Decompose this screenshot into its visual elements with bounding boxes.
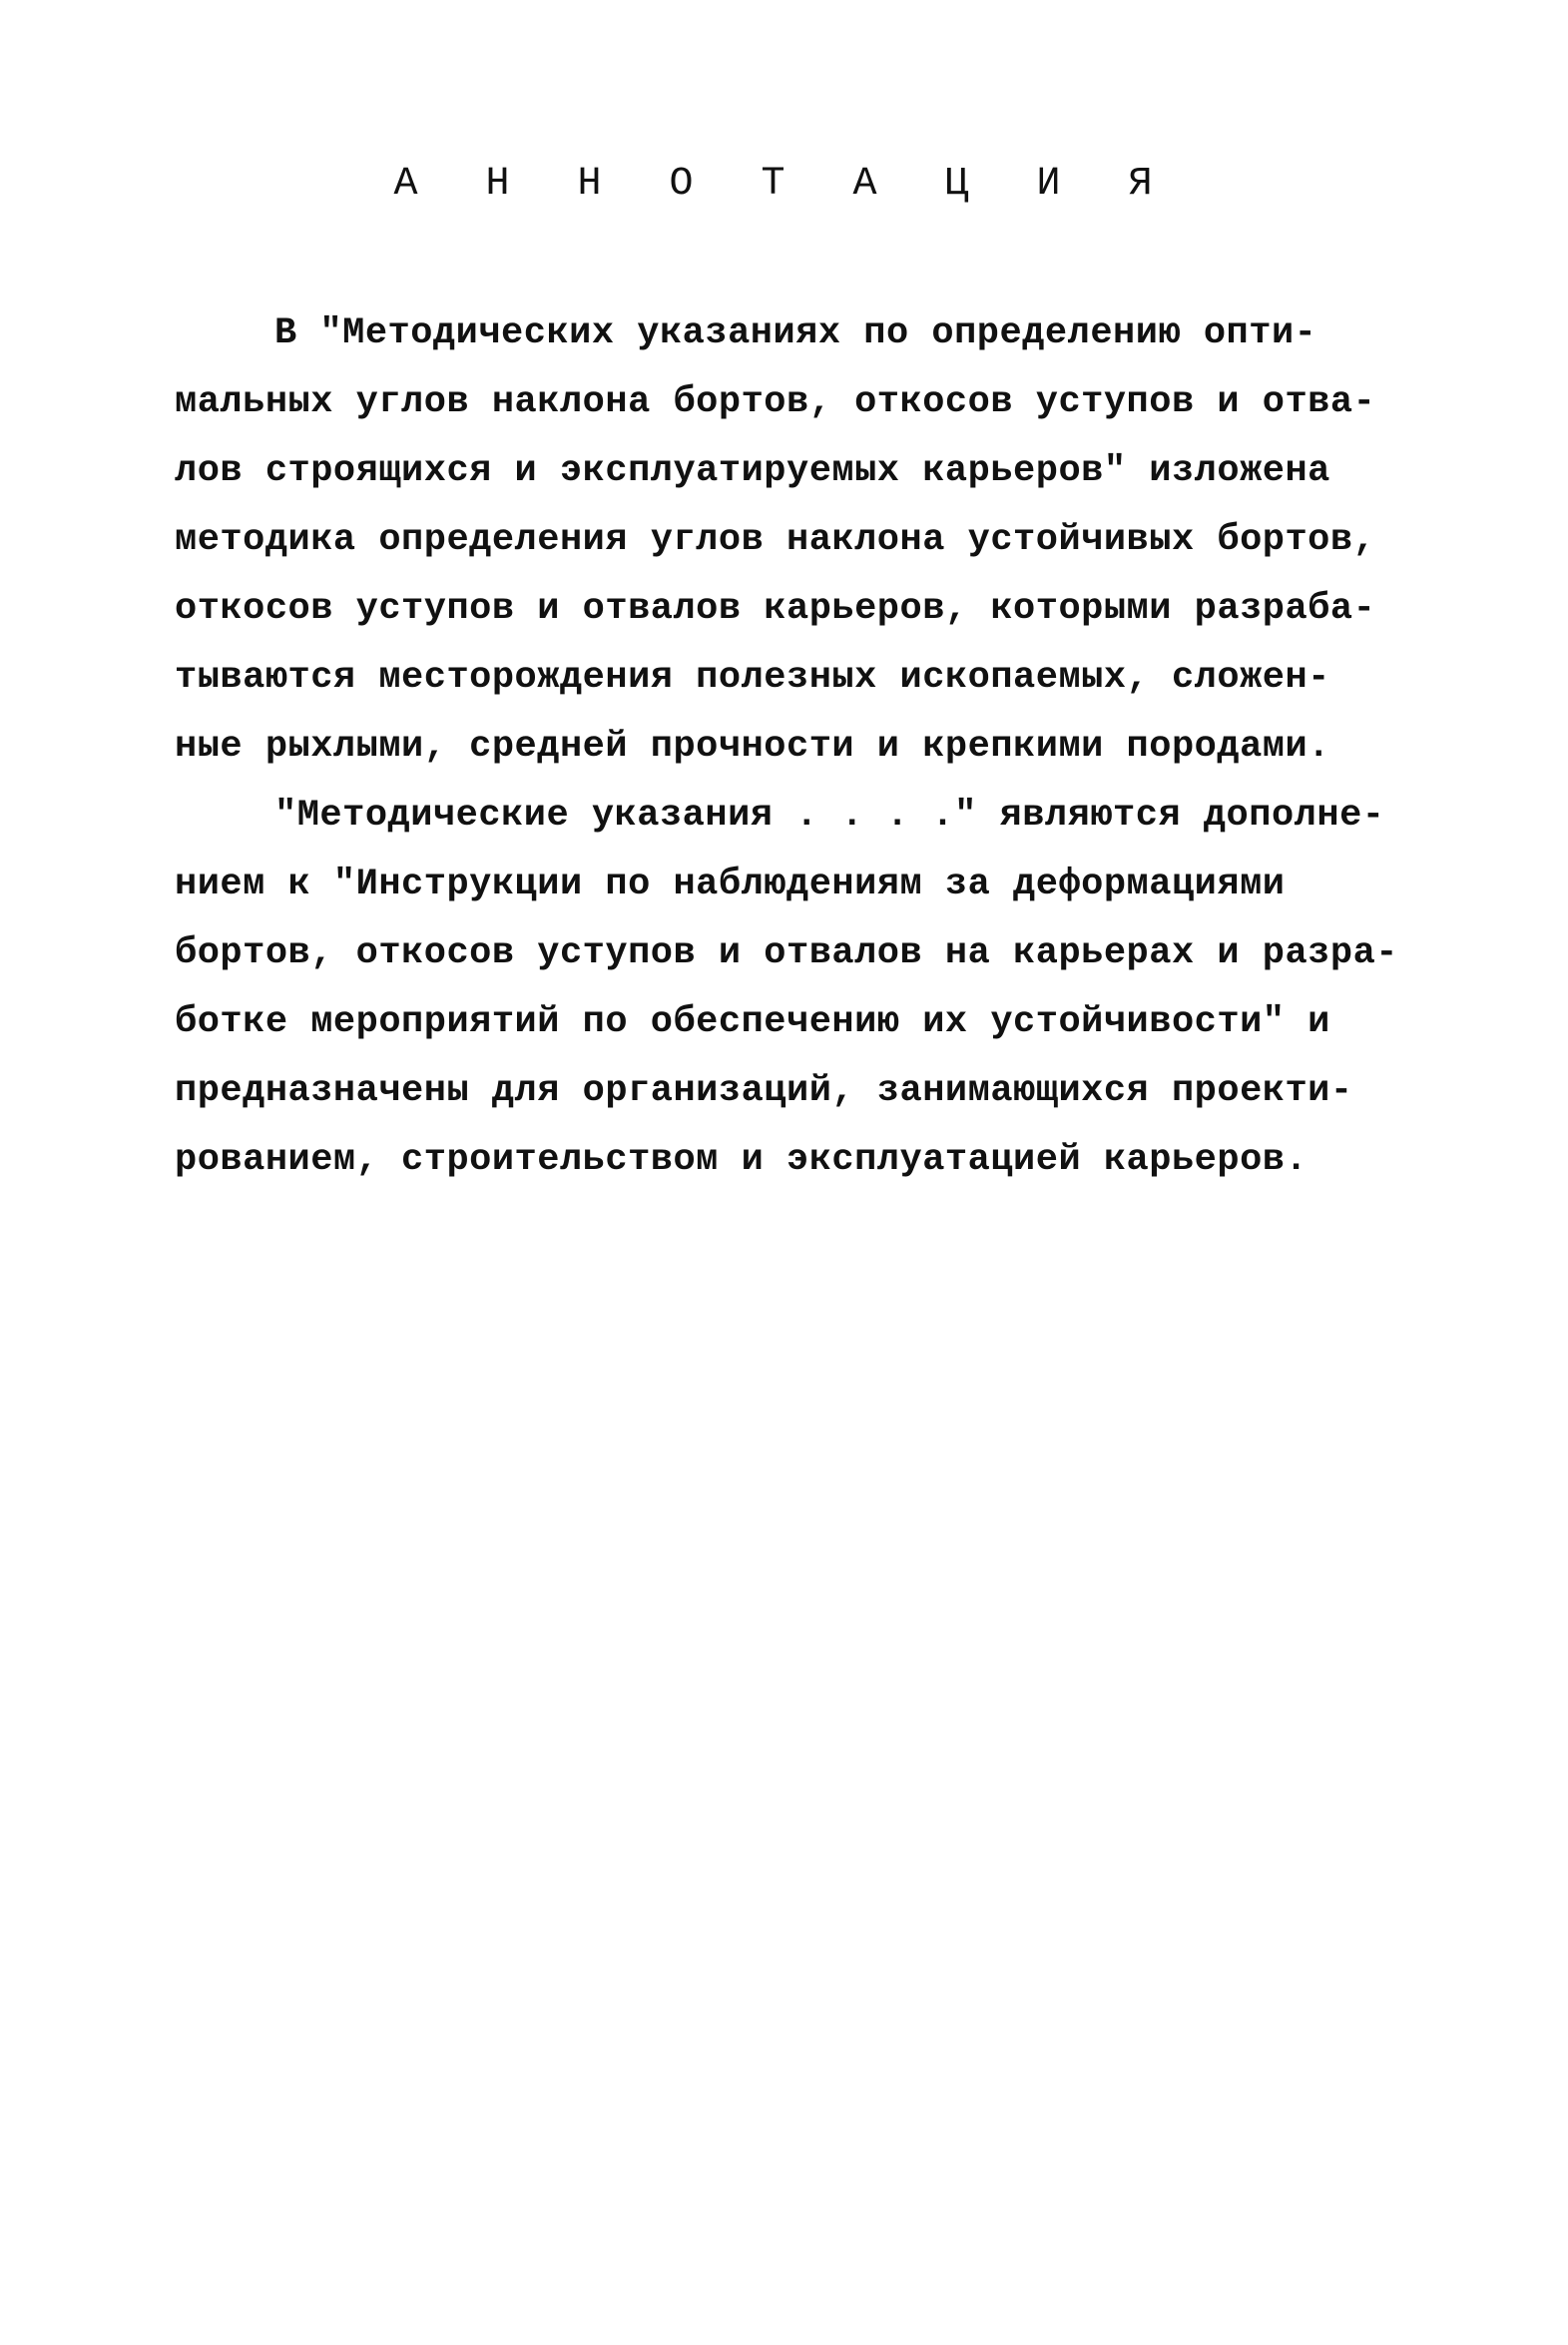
page-title: А Н Н О Т А Ц И Я <box>393 162 1175 207</box>
text-line: нием к ″Инструкции по наблюдениям за деформациями <box>175 864 1286 905</box>
text-line: В ″Методических указаниях по определению опти- <box>274 312 1317 354</box>
annotation-body <box>175 299 1402 1195</box>
paragraph <box>175 782 1402 1195</box>
text-line: методика определения углов наклона устойчивых бортов, <box>175 519 1376 561</box>
text-line: бортов, откосов уступов и отвалов на карьерах и разра- <box>175 932 1398 974</box>
text-line: откосов уступов и отвалов карьеров, которыми разраба- <box>175 588 1376 630</box>
text-line: ботке мероприятий по обеспечению их устойчивости″ и <box>175 1001 1330 1043</box>
text-line: предназначены для организаций, занимающихся проекти- <box>175 1070 1353 1112</box>
text-line: ные рыхлыми, средней прочности и крепкими породами. <box>175 726 1330 768</box>
text-line: рованием, строительством и эксплуатацией карьеров. <box>175 1139 1308 1181</box>
text-line: мальных углов наклона бортов, откосов уступов и отва- <box>175 381 1376 423</box>
text-line: тываются месторождения полезных ископаемых, сложен- <box>175 657 1330 699</box>
paragraph <box>175 299 1402 782</box>
text-line: лов строящихся и эксплуатируемых карьеров″ изложена <box>175 450 1330 492</box>
text-line: ″Методические указания . . . .″ являются дополне- <box>274 795 1385 837</box>
